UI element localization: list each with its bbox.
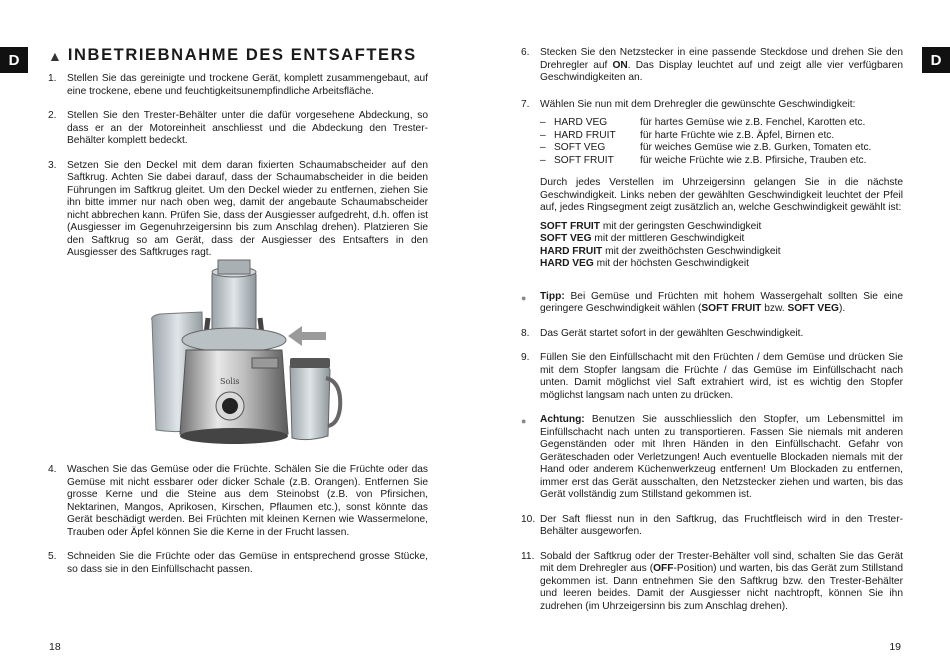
bullet-icon: ● [521, 292, 527, 303]
speed-list [540, 117, 903, 167]
triangle-icon: ▲ [48, 47, 62, 64]
section-title [48, 46, 417, 65]
dash: – [540, 154, 546, 166]
item-text-part: Sobald der Saftkrug oder der Trester-Behälter voll sind, schalten Sie das Gerät mit dem Drehregler aus ( [540, 550, 903, 574]
item-number: 8. [521, 327, 530, 339]
tab-letter: D [8, 51, 20, 69]
speed-row [540, 130, 903, 143]
speed-name: SOFT VEG [540, 233, 592, 244]
list-item [521, 47, 903, 85]
list-item [521, 352, 903, 402]
item-number: 9. [521, 352, 530, 363]
on-label: ON [612, 59, 628, 71]
list-item [48, 110, 428, 148]
dash: – [540, 117, 546, 128]
speed-name: HARD VEG [540, 258, 594, 269]
speed-desc: mit der höchsten Geschwindigkeit [593, 258, 749, 269]
item-number: 4. [48, 464, 57, 475]
speed-row [540, 142, 903, 155]
tip-label: Tipp: [540, 290, 565, 302]
list-item [48, 551, 428, 576]
warning-body: Benutzen Sie ausschliesslich den Stopfer, um Lebensmittel im Einfüllschacht nach unten zu transportieren. Fassen Sie niemals mit anderen Gegenständen oder mit Ihren Händen in den Einfüllschacht. Gefahr von Geräteschaden oder Verletzungen! Auch eventuelle Blockaden niemals mit der Hand oder anderem Küchenwerkzeug entfernen! Um Blockaden zu entfernen, immer erst das Gerät ausschalten, den Netzstecker ziehen und warten, bis das Gerät vollständig zum Stillstand gekommen ist. [540, 414, 903, 500]
speed-desc: mit der mittleren Geschwindigkeit [591, 233, 745, 244]
list-item [48, 73, 428, 98]
list-item [521, 99, 903, 112]
off-label: OFF [653, 563, 674, 574]
item-number: 1. [48, 73, 57, 84]
speed-desc: für harte Früchte wie z.B. Äpfel, Birnen etc. [640, 129, 835, 141]
item-number: 10. [521, 513, 536, 525]
speed-desc: mit der geringsten Geschwindigkeit [600, 220, 762, 232]
speed-desc: für weiche Früchte wie z.B. Pfirsiche, Trauben etc. [640, 154, 867, 166]
arrow-left-icon [288, 326, 328, 351]
item-text: Füllen Sie den Einfüllschacht mit den Früchten / dem Gemüse und drücken Sie mit dem Stopfer langsam die Früchte / das Gemüse im Einfüllschacht nach unten. Damit möglichst viel Saft extrahiert wird, ist es wichtig den Stopfer möglichst langsam nach unten zu drücken. [540, 352, 903, 401]
item-number: 2. [48, 110, 57, 121]
item-text: Setzen Sie den Deckel mit dem daran fixierten Schaumabscheider auf den Saftkrug. Achten Sie dabei darauf, dass der Schaumabscheider in die beiden Führungen im Saftkrug gleitet. Um den Deckel wieder zu entfernen, ziehen Sie ihn bitte immer nur nach oben weg, damit der angebaute Schaumabscheider nicht abbrechen kann. Prüfen Sie, dass der Ausgiesser aufgedreht, d.h. offen ist (Ausgiesser im Gegenuhrzeigersinn bis zum Anschlag drehen). Platzieren Sie den Saftkrug so am Gerät, dass der Ausgiesser des Entsafters in den Ausgiesser des Saftkruges ragt. [67, 159, 428, 258]
tip-text [540, 291, 903, 316]
tip-part: ). [838, 303, 846, 314]
list-item [521, 328, 903, 341]
speed-name: SOFT FRUIT [554, 154, 614, 166]
item-number: 11. [521, 550, 535, 562]
item-number: 7. [521, 98, 530, 110]
list-item [521, 551, 903, 614]
item-text: Schneiden Sie die Früchte oder das Gemüse in entsprechend grosse Stücke, so dass sie in den Einfüllschacht passen. [67, 551, 428, 575]
speed-order-row [540, 246, 903, 259]
dash: – [540, 129, 546, 141]
item-text-part: -Position) und warten, bis das Gerät zum Stillstand gekommen ist. Dann entnehmen Sie den Saftkrug bzw. den Trester-Behälter und leeren beides. Damit der Ausgiesser nicht nachtropft, können Sie ihn zudrehen (im Uhrzeigersinn bis zum Anschlag drehen). [540, 563, 903, 612]
item-text: Der Saft fliesst nun in den Saftkrug, das Fruchtfleisch wird in den Trester-Behälter ausgeworfen. [540, 513, 903, 537]
item-text: Das Gerät startet sofort in der gewählten Geschwindigkeit. [540, 327, 804, 339]
list-item [48, 464, 428, 539]
bullet-icon: ● [521, 416, 527, 426]
list-item [521, 514, 903, 539]
page-number-left: 18 [49, 641, 61, 653]
item-text-part: Stecken Sie den Netzstecker in eine passende Steckdose und drehen Sie den Drehregler auf [540, 47, 903, 71]
tip-speed: SOFT FRUIT [701, 303, 762, 314]
speed-desc: für weiches Gemüse wie z.B. Gurken, Tomaten etc. [640, 142, 872, 153]
item-number: 3. [48, 159, 57, 171]
item-number: 6. [521, 47, 530, 58]
left-column-bottom [48, 464, 428, 588]
speed-name: HARD FRUIT [554, 129, 616, 141]
section-title-text: INBETRIEBNAHME DES ENTSAFTERS [67, 46, 417, 64]
speed-desc: mit der zweithöchsten Geschwindigkeit [602, 245, 781, 257]
language-tab-left [0, 47, 28, 73]
speed-name: SOFT FRUIT [540, 220, 600, 232]
warning-note [521, 414, 903, 502]
speed-paragraph: Durch jedes Verstellen im Uhrzeigersinn gelangen Sie in die nächste Geschwindigkeit. Links neben der gewählten Geschwindigkeit leuchtet der Pfeil auf, jedes Ringsegment zeigt zusätzlich an, welche Geschwindigkeit gewählt ist: [540, 177, 903, 213]
item-text: Stellen Sie das gereinigte und trockene Gerät, komplett zusammengebaut, auf eine trockene, ebene und feuchtigkeitsunempfindliche Arbeitsfläche. [67, 73, 428, 97]
item-text-part: . Das Display leuchtet auf und zeigt alle vier verfügbaren Geschwindigkeiten an. [540, 59, 903, 83]
warning-label: Achtung: [540, 414, 585, 425]
left-column-top [48, 73, 428, 272]
right-column [521, 47, 903, 625]
svg-text:Solis: Solis [220, 377, 240, 386]
speed-order-row [540, 258, 903, 271]
speed-order-list [540, 221, 903, 271]
item-text: Wählen Sie nun mit dem Drehregler die gewünschte Geschwindigkeit: [540, 98, 856, 110]
warning-text [540, 414, 903, 502]
dash: – [540, 142, 546, 153]
tab-letter: D [930, 51, 942, 69]
item-number: 5. [48, 551, 57, 562]
speed-order-row [540, 233, 903, 246]
speed-order-row [540, 221, 903, 234]
tip-part: Bei Gemüse und Früchten mit hohem Wassergehalt sollten Sie eine geringere Geschwindigkeit wählen ( [540, 290, 903, 314]
list-item [48, 160, 428, 260]
item-text: Stellen Sie den Trester-Behälter unter die dafür vorgesehene Abdeckung, so dass er an der Motoreinheit anschliesst und die Abdeckung den Trester-Behälter komplett bedeckt. [67, 110, 428, 146]
page-number-right: 19 [889, 641, 901, 653]
juicer-illustration [140, 258, 350, 458]
speed-row [540, 117, 903, 130]
speed-name: HARD FRUIT [540, 245, 603, 257]
item-text: Waschen Sie das Gemüse oder die Früchte. Schälen Sie die Früchte oder das Gemüse mit nicht essbarer oder dicker Schale (z.B. Orangen). Entfernen Sie grosse Kerne und die Steine aus dem Steinobst (z.B. von Pfirsichen, Nektarinen, Mangos, Aprikosen, Kirschen, Pflaumen etc.), sonst könnte das Gerät beschädigt werden. Bei Früchten mit kleinen Kernen wie Wassermelone, Trauben oder Äpfel können Sie die Kerne in der Frucht lassen. [67, 464, 428, 538]
language-tab-right [922, 47, 950, 73]
item-text [540, 551, 903, 614]
speed-name: HARD VEG [554, 117, 608, 128]
tip-part: bzw. [761, 303, 788, 314]
speed-name: SOFT VEG [554, 142, 606, 153]
speed-row [540, 155, 903, 168]
item-text [540, 47, 903, 85]
tip-note [521, 291, 903, 316]
tip-speed: SOFT VEG [787, 303, 839, 314]
speed-desc: für hartes Gemüse wie z.B. Fenchel, Karotten etc. [640, 117, 866, 128]
